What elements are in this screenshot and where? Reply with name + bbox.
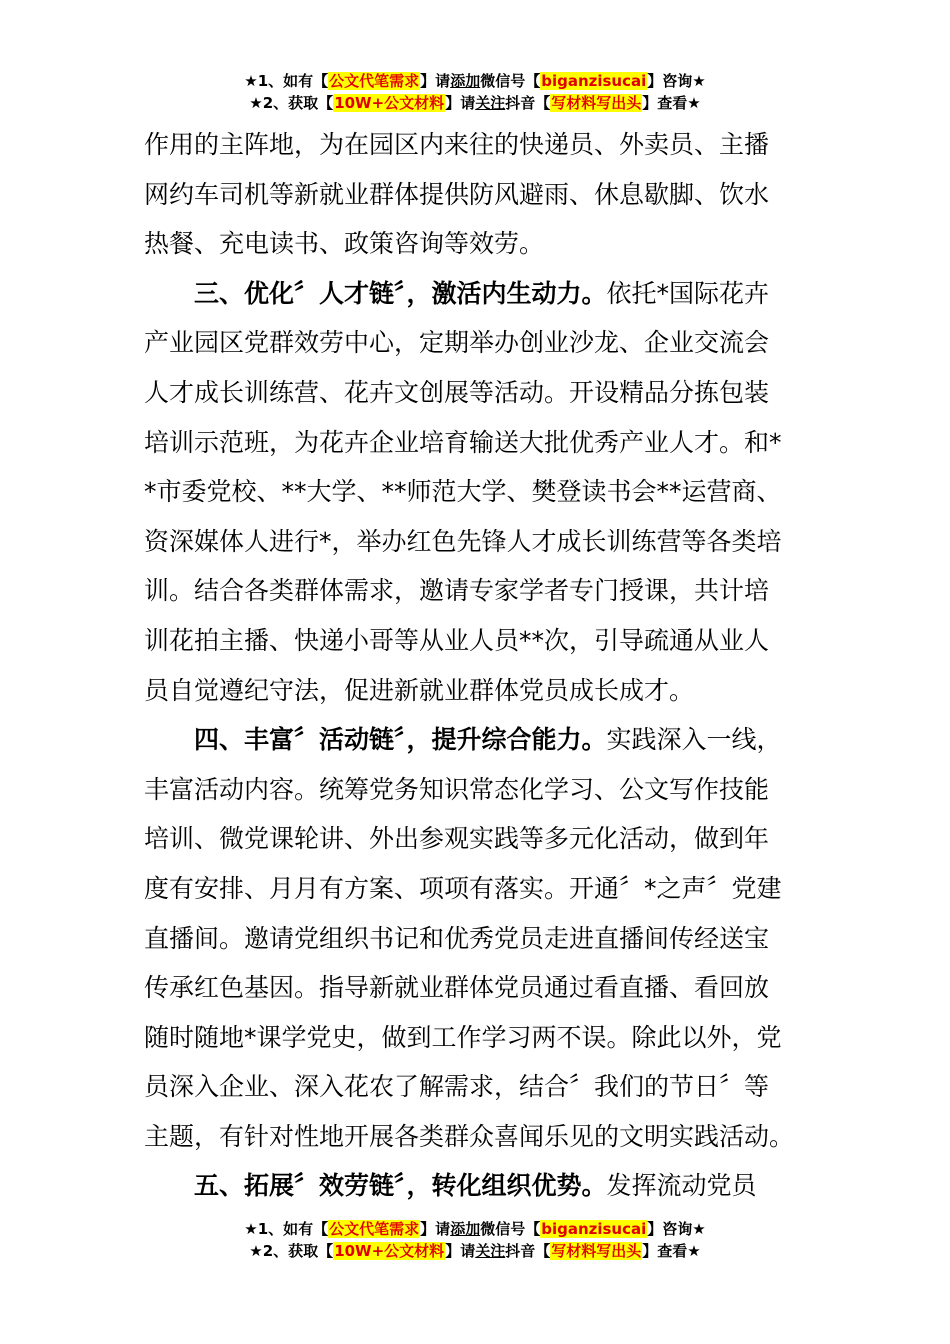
section-heading-3: 三、优化〞人才链〞，激活内生动力。 xyxy=(194,278,607,308)
underlined-text: 关注 xyxy=(475,1242,506,1260)
text-line: 培训示范班，为花卉企业培育输送大批优秀产业人才。和* xyxy=(144,427,782,457)
banner-text: 微信号【 xyxy=(480,72,541,90)
banner-text: 】请 xyxy=(445,1242,476,1260)
text-line: 直播间。邀请党组织书记和优秀党员走进直播间传经送宝 xyxy=(144,923,770,953)
text-line: 网约车司机等新就业群体提供防风避雨、休息歇脚、饮水 xyxy=(144,179,770,209)
paragraph-start xyxy=(144,715,824,765)
banner-text: ★2、获取【 xyxy=(249,94,334,112)
banner-text: 微信号【 xyxy=(480,1220,541,1238)
highlight-materials: 10W+公文材料 xyxy=(334,1242,445,1260)
banner-text: 】查看★ xyxy=(642,1242,701,1260)
banner-text: 】查看★ xyxy=(642,94,701,112)
text-run: 依托*国际花卉 xyxy=(606,278,770,308)
banner-text: 】咨询★ xyxy=(647,1220,706,1238)
banner-row-1 xyxy=(0,1218,950,1240)
footer-banner xyxy=(0,1218,950,1262)
highlight-materials: 10W+公文材料 xyxy=(334,94,445,112)
underlined-text: 添加 xyxy=(450,1220,481,1238)
underlined-text: 关注 xyxy=(475,94,506,112)
section-heading-4: 四、丰富〞活动链〞，提升综合能力。 xyxy=(194,725,607,755)
text-line: 随时随地*课学党史，做到工作学习两不误。除此以外，党 xyxy=(144,1022,782,1052)
section-heading-5: 五、拓展〞效劳链〞，转化组织优势。 xyxy=(194,1171,607,1201)
highlight-douyin-account: 写材料写出头 xyxy=(551,94,642,112)
text-line: 人才成长训练营、花卉文创展等活动。开设精品分拣包装 xyxy=(144,377,770,407)
highlight-douyin-account: 写材料写出头 xyxy=(551,1242,642,1260)
banner-text: 】请 xyxy=(420,1220,451,1238)
text-line: 训。结合各类群体需求，邀请专家学者专门授课，共计培 xyxy=(144,576,770,606)
header-banner xyxy=(0,70,950,114)
highlight-service: 公文代笔需求 xyxy=(329,72,420,90)
banner-text: ★1、如有【 xyxy=(244,72,329,90)
text-line: 员自觉遵纪守法，促进新就业群体党员成长成才。 xyxy=(144,675,695,705)
highlight-service: 公文代笔需求 xyxy=(329,1220,420,1238)
text-line: 培训、微党课轮讲、外出参观实践等多元化活动，做到年 xyxy=(144,824,770,854)
text-line: 员深入企业、深入花农了解需求，结合〞我们的节日〞等 xyxy=(144,1072,770,1102)
banner-row-1 xyxy=(0,70,950,92)
banner-text: ★2、获取【 xyxy=(249,1242,334,1260)
banner-text: 抖音【 xyxy=(505,1242,551,1260)
text-line: 传承红色基因。指导新就业群体党员通过看直播、看回放 xyxy=(144,973,770,1003)
banner-row-2 xyxy=(0,92,950,114)
underlined-text: 添加 xyxy=(450,72,481,90)
text-run: 实践深入一线， xyxy=(606,725,782,755)
text-line: 资深媒体人进行*，举办红色先锋人才成长训练营等各类培 xyxy=(144,526,782,556)
banner-row-2 xyxy=(0,1240,950,1262)
text-line: 作用的主阵地，为在园区内来往的快递员、外卖员、主播 xyxy=(144,130,770,159)
highlight-wechat-id: biganzisucai xyxy=(541,1220,647,1238)
banner-text: 抖音【 xyxy=(505,94,551,112)
text-line: 度有安排、月月有方案、项项有落实。开通〞*之声〞党建 xyxy=(144,873,782,903)
banner-text: 】请 xyxy=(445,94,476,112)
banner-text: ★1、如有【 xyxy=(244,1220,329,1238)
text-line: 主题，有针对性地开展各类群众喜闻乐见的文明实践活动。 xyxy=(144,1121,795,1151)
banner-text: 】咨询★ xyxy=(647,72,706,90)
banner-text: 】请 xyxy=(420,72,451,90)
text-line: 丰富活动内容。统筹党务知识常态化学习、公文写作技能 xyxy=(144,774,770,804)
text-line: 热餐、充电读书、政策咨询等效劳。 xyxy=(144,229,545,259)
paragraph-start xyxy=(144,1161,824,1211)
text-run: 发挥流动党员 xyxy=(606,1171,757,1201)
text-line: *市委党校、**大学、**师范大学、樊登读书会**运营商、 xyxy=(144,477,782,507)
highlight-wechat-id: biganzisucai xyxy=(541,72,647,90)
paragraph-start xyxy=(144,269,824,319)
text-line: 训花拍主播、快递小哥等从业人员**次，引导疏通从业人 xyxy=(144,625,770,655)
text-line: 产业园区党群效劳中心，定期举办创业沙龙、企业交流会 xyxy=(144,328,770,358)
document-body xyxy=(144,120,824,1211)
